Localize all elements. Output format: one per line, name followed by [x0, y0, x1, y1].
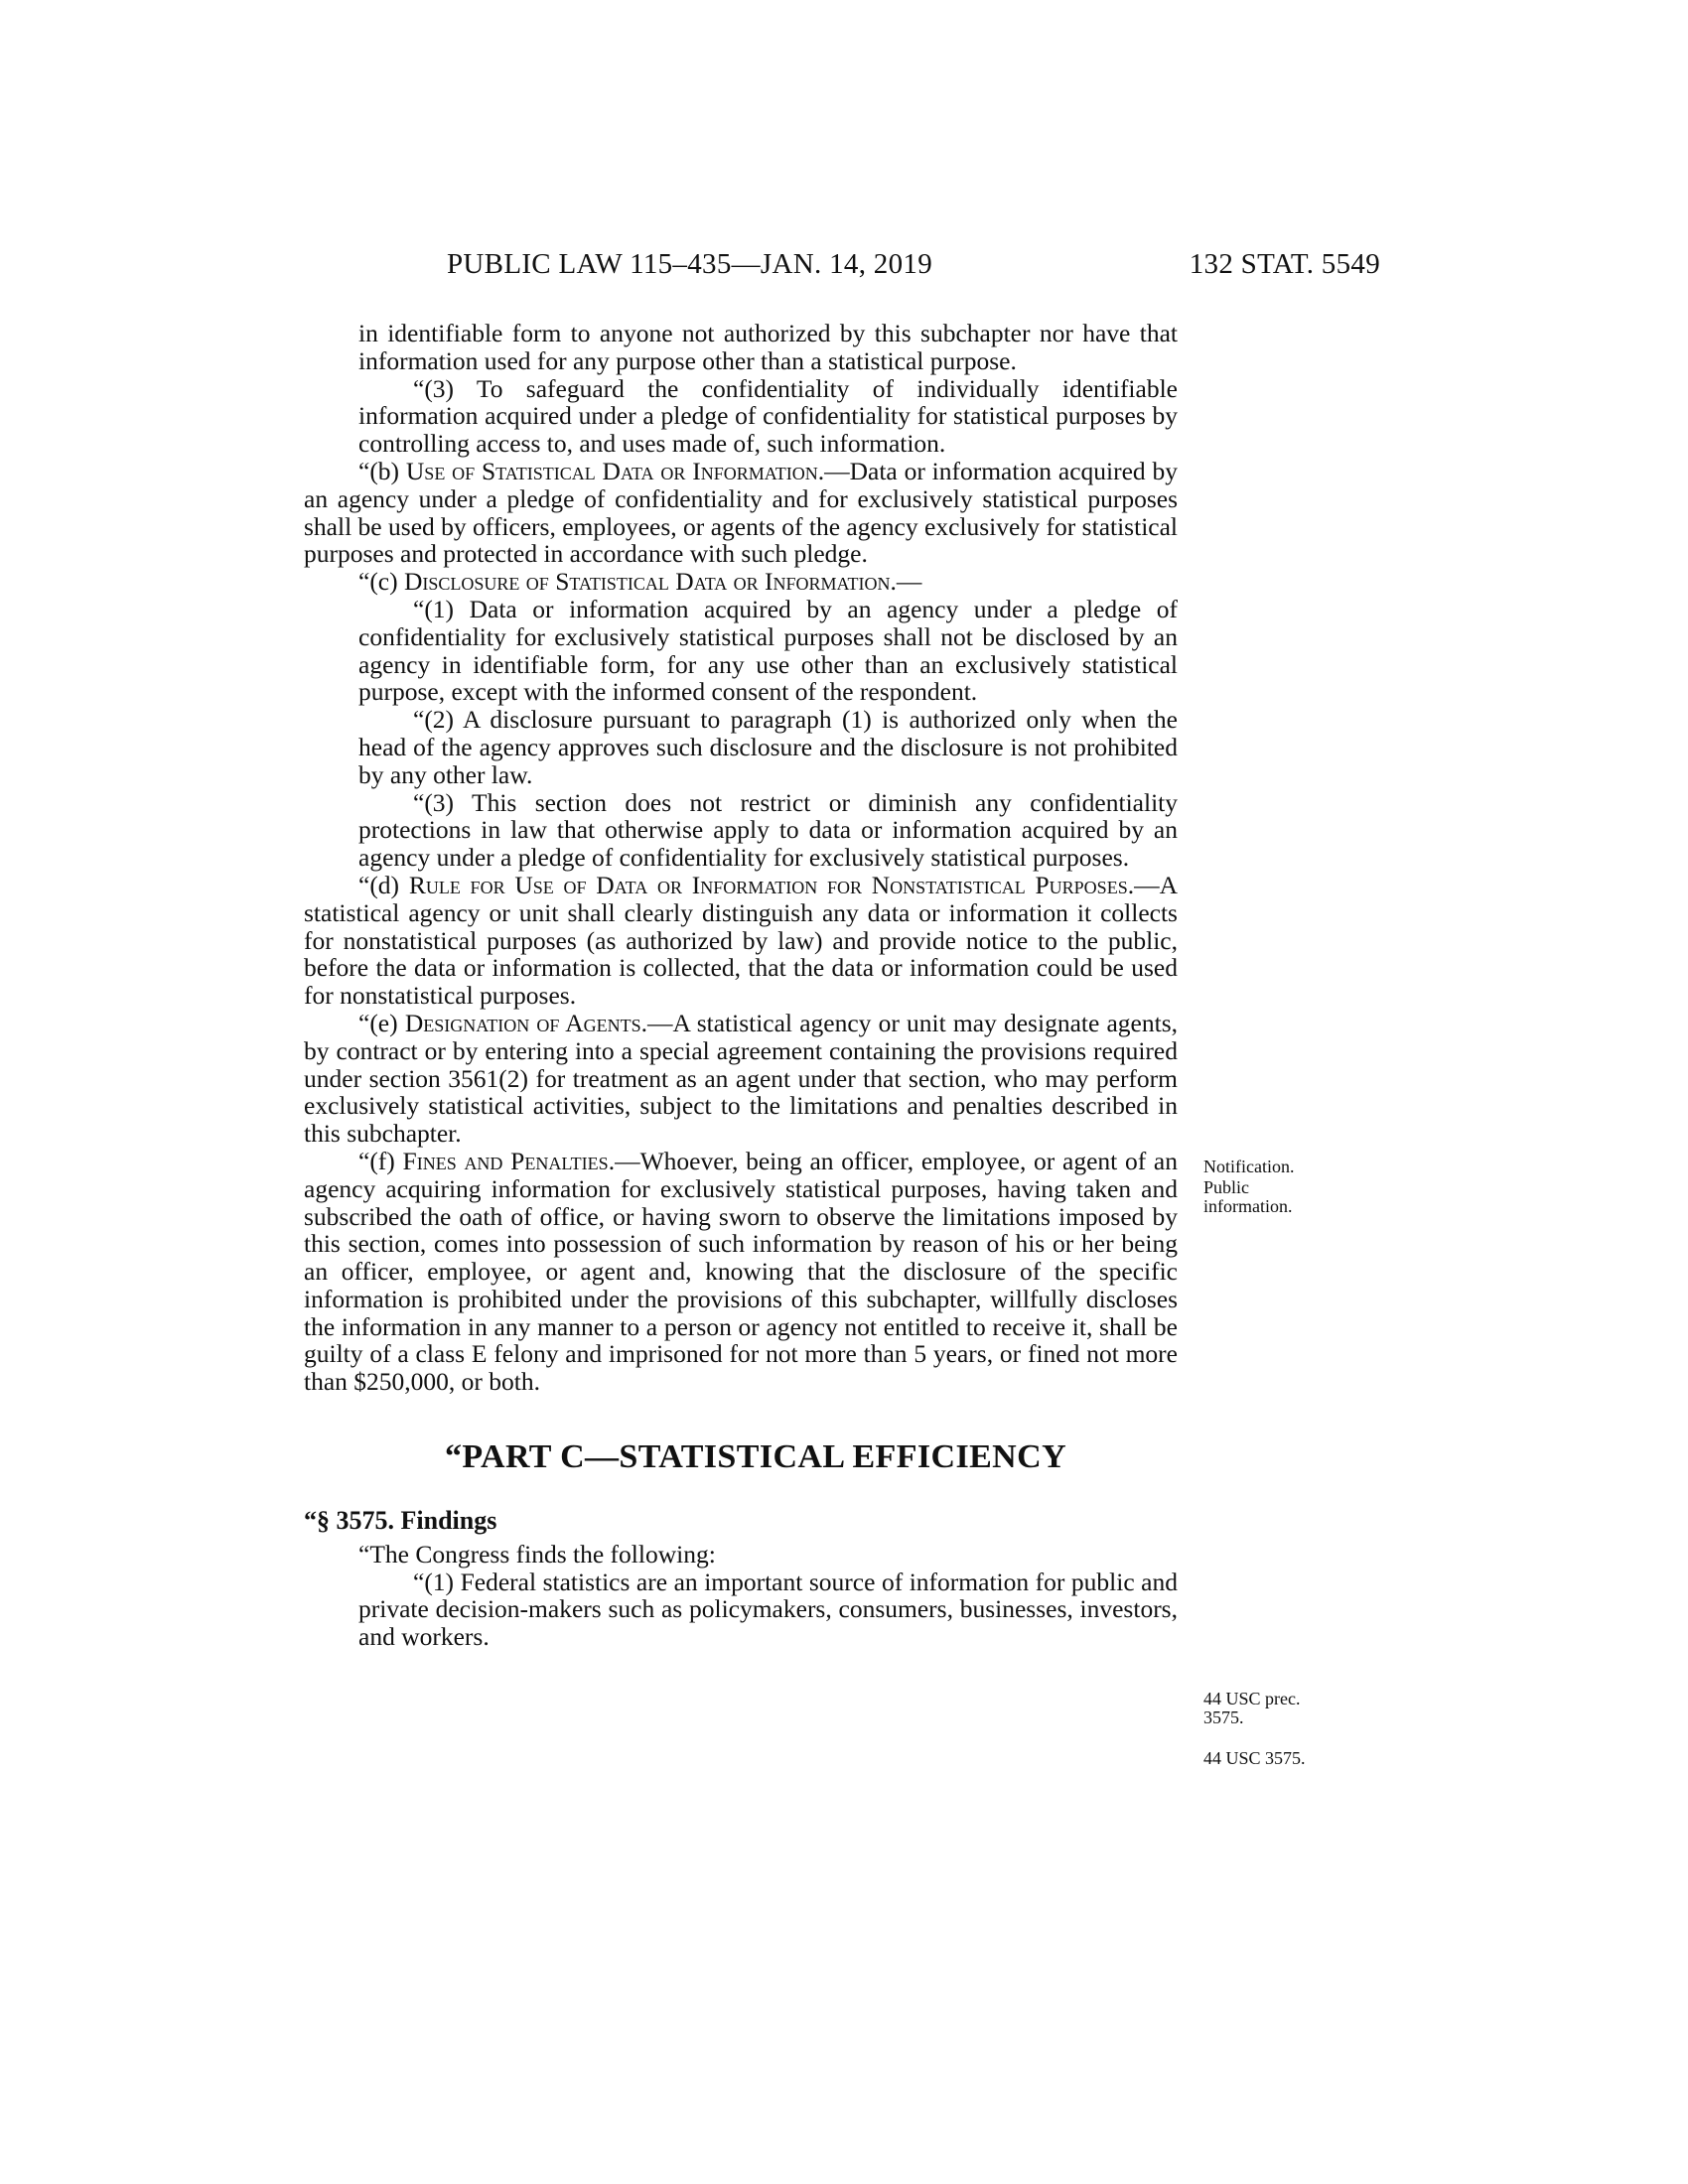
heading-rule-for-use-of-data: Rule for Use of Data or Information for Nonstatistical Purposes	[408, 870, 1128, 899]
paragraph-c3: “(3) This section does not restrict or diminish any confidentiality protections in law that otherwise apply to data or information acquired by an agency under a pledge of confidentiality for exclusively statistical purposes.	[358, 787, 1178, 873]
paragraph-e: “(e) Designation of Agents.—A statistical agency or unit may designate agents, by contract or by entering into a special agreement containing the provisions required under section 3561(2) for treatment as an agent under that section, who may perform exclusively statistical activities, subject to the limitations and penalties described in this subchapter.	[304, 1008, 1178, 1149]
paragraph-c2: “(2) A disclosure pursuant to paragraph (1) is authorized only when the head of the agency approves such disclosure and the disclosure is not prohibited by any other law.	[358, 705, 1178, 789]
paragraph-continuation: in identifiable form to anyone not authorized by this subchapter nor have that information used for any purpose other than a statistical purpose.	[358, 319, 1178, 375]
margin-note-section-usc: 44 USC 3575.	[1203, 1748, 1306, 1768]
finding-1: “(1) Federal statistics are an important source of information for public and private decision-makers such as policymakers, consumers, businesses, investors, and workers.	[358, 1567, 1178, 1652]
margin-note-public-information: Public information.	[1203, 1177, 1293, 1216]
paragraph-f: “(f) Fines and Penalties.—Whoever, being an officer, employee, or agent of an agency acquiring information for exclusively statistical purposes, having taken and subscribed the oath of office, or having sworn to observe the limitations imposed by this section, comes into possession of such information by reason of his or her being an officer, employee, or agent and, knowing that the disclosure of the specific information is prohibited under the provisions of this subchapter, willfully discloses the information in any manner to a person or agency not entitled to receive it, shall be guilty of a class E felony and imprisoned for not more than 5 years, or fined not more than $250,000, or both.	[304, 1146, 1179, 1397]
part-heading: “PART C—STATISTICAL EFFICIENCY	[444, 1438, 1067, 1476]
heading-disclosure-of-statistical-data: Disclosure of Statistical Data or Information	[404, 567, 891, 597]
statute-page-number: 132 STAT. 5549	[1189, 248, 1380, 280]
statute-body	[304, 320, 1178, 1651]
running-header	[447, 248, 1380, 288]
paragraph-d: “(d) Rule for Use of Data or Information for Nonstatistical Purposes.—A statistical agency or unit shall clearly distinguish any data or information it collects for nonstatistical purposes (as authorized by law) and provide notice to the public, before the data or information is collected, that the data or information could be used for nonstatistical purposes.	[304, 870, 1178, 1011]
section-heading: “§ 3575. Findings	[304, 1506, 497, 1536]
margin-note-notification: Notification.	[1203, 1157, 1295, 1176]
paragraph-b: “(b) Use of Statistical Data or Information.—Data or information acquired by an agency under a pledge of confidentiality and for exclusively statistical purposes shall be used by officers, employees, or agents of the agency exclusively for statistical purposes and protected in accordance with such pledge.	[304, 456, 1178, 569]
heading-fines-and-penalties: Fines and Penalties	[402, 1146, 609, 1175]
margin-note-part-usc: 44 USC prec. 3575.	[1203, 1689, 1301, 1727]
paragraph-c1: “(1) Data or information acquired by an agency under a pledge of confidentiality for exclusively statistical purposes shall not be disclosed by an agency in identifiable form, for any use other than an exclusively statistical purpose, except with the informed consent of the respondent.	[358, 594, 1178, 707]
heading-use-of-statistical-data: Use of Statistical Data or Information	[405, 456, 818, 485]
findings-intro: “The Congress finds the following:	[358, 1539, 716, 1569]
heading-designation-of-agents: Designation of Agents	[404, 1008, 641, 1037]
paragraph-a3: “(3) To safeguard the confidentiality of individually identifiable information acquired under a pledge of confidentiality for statistical purposes by controlling access to, and uses made of, such information.	[358, 373, 1178, 459]
paragraph-c: “(c) Disclosure of Statistical Data or Information.—	[358, 567, 922, 597]
public-law-citation: PUBLIC LAW 115–435—JAN. 14, 2019	[447, 248, 933, 280]
